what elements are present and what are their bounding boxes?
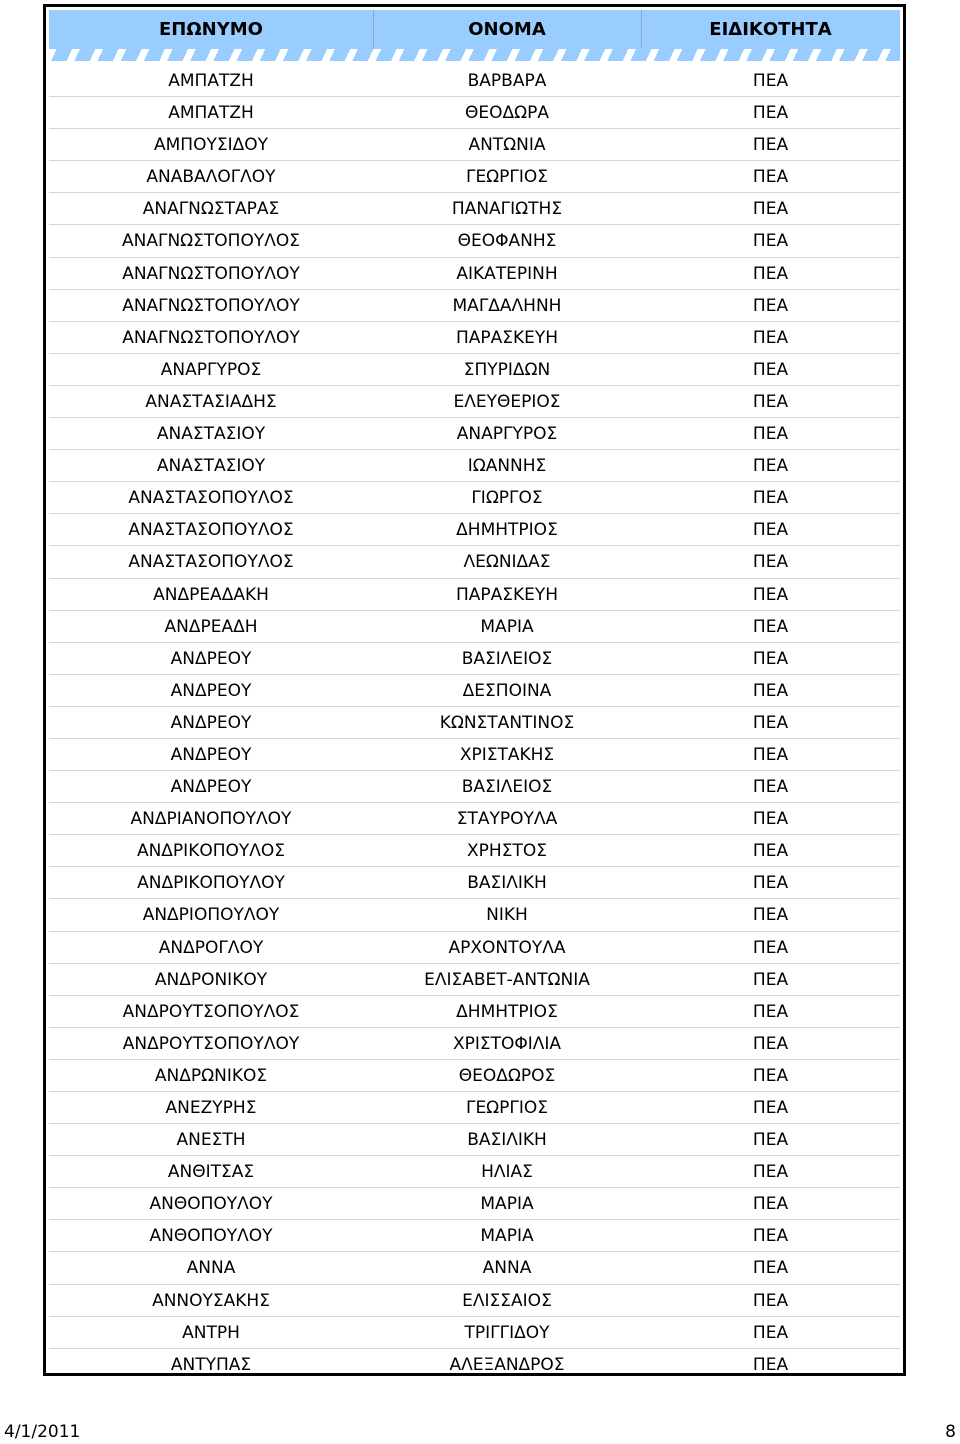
cell-name: ΜΑΡΙΑ <box>480 1226 534 1247</box>
cell-name: ΕΛΙΣΑΒΕΤ-ΑΝΤΩΝΙΑ <box>424 969 590 990</box>
table-row <box>49 129 900 161</box>
results-table <box>43 4 906 1376</box>
cell-specialty: ΠΕΑ <box>752 680 789 701</box>
cell-specialty: ΠΕΑ <box>752 327 789 348</box>
cell-surname: ΑΝΤΡΗ <box>182 1322 240 1343</box>
cell-specialty: ΠΕΑ <box>752 103 789 124</box>
cell-name: ΑΡΧΟΝΤΟΥΛΑ <box>448 937 566 958</box>
table-row <box>49 643 900 675</box>
cell-surname: ΑΝΔΡΙΚΟΠΟΥΛΟΣ <box>136 841 286 862</box>
cell-name: ΠΑΡΑΣΚΕΥΗ <box>455 327 559 348</box>
cell-surname: ΑΝΔΡΟΥΤΣΟΠΟΥΛΟΥ <box>122 1033 300 1054</box>
cell-surname: ΑΜΠΑΤΖΗ <box>168 71 254 91</box>
table-row <box>49 996 900 1028</box>
cell-name: ΒΑΣΙΛΙΚΗ <box>467 1130 547 1151</box>
cell-surname: ΑΝΘΟΠΟΥΛΟΥ <box>149 1226 273 1247</box>
table-row <box>49 771 900 803</box>
cell-name: ΓΙΩΡΓΟΣ <box>471 488 543 509</box>
cell-specialty: ΠΕΑ <box>752 424 789 445</box>
table-row <box>49 867 900 899</box>
cell-specialty: ΠΕΑ <box>752 809 789 830</box>
cell-name: ΠΑΝΑΓΙΩΤΗΣ <box>451 199 563 220</box>
cell-specialty: ΠΕΑ <box>752 552 789 573</box>
cell-specialty: ΠΕΑ <box>752 359 789 380</box>
cell-name: ΔΕΣΠΟΙΝΑ <box>462 680 552 701</box>
cell-name: ΜΑΓΔΑΛΗΝΗ <box>452 295 562 316</box>
cell-name: ΚΩΝΣΤΑΝΤΙΝΟΣ <box>439 712 575 733</box>
cell-specialty: ΠΕΑ <box>752 744 789 765</box>
cell-surname: ΑΝΔΡΟΝΙΚΟΥ <box>154 969 268 990</box>
table-row <box>49 803 900 835</box>
cell-name: ΧΡΙΣΤΟΦΙΛΙΑ <box>452 1033 562 1054</box>
cell-surname: ΑΝΑΒΑΛΟΓΛΟΥ <box>146 167 276 188</box>
cell-specialty: ΠΕΑ <box>752 873 789 894</box>
cell-specialty: ΠΕΑ <box>752 1001 789 1022</box>
column-header-specialty: ΕΙΔΙΚΟΤΗΤΑ <box>709 19 832 40</box>
column-header-name: ΟΝΟΜΑ <box>468 19 546 40</box>
cell-specialty: ΠΕΑ <box>752 841 789 862</box>
cell-specialty: ΠΕΑ <box>752 648 789 669</box>
table-row <box>49 546 900 578</box>
cell-surname: ΑΝΔΡΕΑΔΗ <box>164 616 258 637</box>
cell-surname: ΑΝΝΑ <box>186 1258 236 1279</box>
table-row <box>49 1317 900 1349</box>
cell-specialty: ΠΕΑ <box>752 1226 789 1247</box>
cell-name: ΧΡΙΣΤΑΚΗΣ <box>459 744 555 765</box>
cell-surname: ΑΝΕΖΥΡΗΣ <box>165 1098 257 1118</box>
cell-surname: ΑΝΔΡΟΓΛΟΥ <box>158 937 264 958</box>
cell-specialty: ΠΕΑ <box>752 584 789 605</box>
cell-surname: ΑΜΠΑΤΖΗ <box>168 103 254 124</box>
cell-name: ΣΤΑΥΡΟΥΛΑ <box>456 809 558 830</box>
cell-specialty: ΠΕΑ <box>752 520 789 541</box>
cell-surname: ΑΝΔΡΕΟΥ <box>170 744 252 765</box>
cell-specialty: ΠΕΑ <box>752 969 789 990</box>
cell-name: ΔΗΜΗΤΡΙΟΣ <box>456 1001 558 1022</box>
cell-name: ΝΙΚΗ <box>486 905 528 926</box>
table-row <box>49 611 900 643</box>
cell-name: ΒΑΡΒΑΡΑ <box>467 71 547 91</box>
cell-specialty: ΠΕΑ <box>752 1322 789 1343</box>
cell-specialty: ΠΕΑ <box>752 1033 789 1054</box>
table-row <box>49 386 900 418</box>
table-body <box>49 65 900 1381</box>
table-row <box>49 932 900 964</box>
cell-name: ΔΗΜΗΤΡΙΟΣ <box>456 520 558 541</box>
cell-name: ΒΑΣΙΛΕΙΟΣ <box>461 648 553 669</box>
footer-page-number: 8 <box>945 1422 956 1442</box>
cell-surname: ΑΝΘΟΠΟΥΛΟΥ <box>149 1194 273 1215</box>
cell-surname: ΑΝΑΣΤΑΣΙΑΔΗΣ <box>145 391 277 412</box>
cell-surname: ΑΝΘΙΤΣΑΣ <box>167 1162 255 1183</box>
cell-specialty: ΠΕΑ <box>752 1354 789 1375</box>
table-row <box>49 482 900 514</box>
cell-specialty: ΠΕΑ <box>752 1098 789 1118</box>
table-row <box>49 1349 900 1381</box>
cell-specialty: ΠΕΑ <box>752 1258 789 1279</box>
cell-specialty: ΠΕΑ <box>752 488 789 509</box>
cell-name: ΣΠΥΡΙΔΩΝ <box>463 359 551 380</box>
cell-surname: ΑΝΔΡΕΑΔΑΚΗ <box>153 584 269 605</box>
cell-surname: ΑΝΑΣΤΑΣΙΟΥ <box>156 424 266 445</box>
cell-specialty: ΠΕΑ <box>752 71 789 91</box>
table-row <box>49 1252 900 1284</box>
cell-specialty: ΠΕΑ <box>752 937 789 958</box>
table-row <box>49 899 900 931</box>
cell-specialty: ΠΕΑ <box>752 456 789 477</box>
cell-name: ΑΝΤΩΝΙΑ <box>468 135 546 156</box>
cell-surname: ΑΝΔΡΕΟΥ <box>170 648 252 669</box>
cell-surname: ΑΝΑΓΝΩΣΤΟΠΟΥΛΟΥ <box>122 327 300 348</box>
cell-name: ΕΛΙΣΣΑΙΟΣ <box>462 1290 552 1311</box>
cell-surname: ΑΝΤΥΠΑΣ <box>170 1354 252 1375</box>
cell-surname: ΑΝΑΣΤΑΣΟΠΟΥΛΟΣ <box>128 520 294 541</box>
table-row <box>49 1220 900 1252</box>
cell-surname: ΑΝΔΡΙΚΟΠΟΥΛΟΥ <box>137 873 285 894</box>
cell-specialty: ΠΕΑ <box>752 231 789 252</box>
cell-name: ΜΑΡΙΑ <box>480 616 534 637</box>
cell-specialty: ΠΕΑ <box>752 135 789 156</box>
cell-name: ΤΡΙΓΓΙΔΟΥ <box>464 1322 550 1343</box>
table-row <box>49 354 900 386</box>
cell-surname: ΑΝΑΡΓΥΡΟΣ <box>160 359 262 380</box>
table-row <box>49 1060 900 1092</box>
cell-specialty: ΠΕΑ <box>752 167 789 188</box>
cell-specialty: ΠΕΑ <box>752 391 789 412</box>
cell-specialty: ΠΕΑ <box>752 616 789 637</box>
cell-name: ΜΑΡΙΑ <box>480 1194 534 1215</box>
table-row <box>49 1028 900 1060</box>
footer-date: 4/1/2011 <box>4 1422 81 1442</box>
cell-surname: ΑΝΑΓΝΩΣΤΑΡΑΣ <box>142 199 280 220</box>
table-row <box>49 739 900 771</box>
cell-specialty: ΠΕΑ <box>752 1194 789 1215</box>
table-row <box>49 1124 900 1156</box>
cell-name: ΑΛΕΞΑΝΔΡΟΣ <box>449 1354 565 1375</box>
table-row <box>49 65 900 97</box>
cell-specialty: ΠΕΑ <box>752 1065 789 1086</box>
table-row <box>49 322 900 354</box>
cell-name: ΑΝΑΡΓΥΡΟΣ <box>456 424 558 445</box>
table-row <box>49 418 900 450</box>
cell-surname: ΑΝΑΣΤΑΣΟΠΟΥΛΟΣ <box>128 488 294 509</box>
table-row <box>49 1188 900 1220</box>
cell-specialty: ΠΕΑ <box>752 905 789 926</box>
cell-name: ΘΕΟΔΩΡΟΣ <box>458 1065 556 1086</box>
table-row <box>49 258 900 290</box>
cell-name: ΠΑΡΑΣΚΕΥΗ <box>455 584 559 605</box>
cell-surname: ΑΝΑΣΤΑΣΙΟΥ <box>156 456 266 477</box>
cell-name: ΘΕΟΔΩΡΑ <box>464 103 549 124</box>
table-row <box>49 193 900 225</box>
cell-surname: ΑΝΑΓΝΩΣΤΟΠΟΥΛΟΣ <box>122 231 300 252</box>
cell-name: ΒΑΣΙΛΙΚΗ <box>467 873 547 894</box>
cell-specialty: ΠΕΑ <box>752 1130 789 1151</box>
cell-surname: ΑΝΔΡΙΟΠΟΥΛΟΥ <box>142 905 280 926</box>
cell-specialty: ΠΕΑ <box>752 295 789 316</box>
cell-surname: ΑΝΕΣΤΗ <box>176 1130 246 1151</box>
cell-surname: ΑΝΔΡΕΟΥ <box>170 680 252 701</box>
cell-surname: ΑΝΑΣΤΑΣΟΠΟΥΛΟΣ <box>128 552 294 573</box>
cell-name: ΘΕΟΦΑΝΗΣ <box>457 231 557 252</box>
cell-surname: ΑΝΔΡΟΥΤΣΟΠΟΥΛΟΣ <box>122 1001 300 1022</box>
cell-name: ΑΙΚΑΤΕΡΙΝΗ <box>456 263 558 284</box>
table-row <box>49 514 900 546</box>
cell-surname: ΑΝΝΟΥΣΑΚΗΣ <box>152 1290 270 1311</box>
cell-name: ΓΕΩΡΓΙΟΣ <box>465 167 549 188</box>
cell-name: ΓΕΩΡΓΙΟΣ <box>465 1098 549 1118</box>
table-row <box>49 290 900 322</box>
cell-surname: ΑΝΔΡΕΟΥ <box>170 777 252 798</box>
column-header-surname: ΕΠΩΝΥΜΟ <box>159 19 263 40</box>
cell-surname: ΑΝΑΓΝΩΣΤΟΠΟΥΛΟΥ <box>122 295 300 316</box>
table-row <box>49 835 900 867</box>
table-header-row <box>49 10 900 61</box>
cell-name: ΛΕΩΝΙΔΑΣ <box>463 552 551 573</box>
cell-name: ΗΛΙΑΣ <box>481 1162 533 1183</box>
table-row <box>49 579 900 611</box>
cell-surname: ΑΝΔΡΙΑΝΟΠΟΥΛΟΥ <box>130 809 292 830</box>
table-row <box>49 707 900 739</box>
cell-specialty: ΠΕΑ <box>752 1162 789 1183</box>
table-row <box>49 97 900 129</box>
cell-specialty: ΠΕΑ <box>752 777 789 798</box>
table-row <box>49 450 900 482</box>
table-row <box>49 675 900 707</box>
cell-surname: ΑΝΑΓΝΩΣΤΟΠΟΥΛΟΥ <box>122 263 300 284</box>
table-row <box>49 1092 900 1124</box>
table-row <box>49 1285 900 1317</box>
cell-surname: ΑΜΠΟΥΣΙΔΟΥ <box>154 135 268 156</box>
cell-name: ΑΝΝΑ <box>482 1258 532 1279</box>
table-row <box>49 161 900 193</box>
cell-name: ΕΛΕΥΘΕΡΙΟΣ <box>453 391 561 412</box>
cell-name: ΒΑΣΙΛΕΙΟΣ <box>461 777 553 798</box>
table-row <box>49 964 900 996</box>
table-row <box>49 1156 900 1188</box>
cell-name: ΧΡΗΣΤΟΣ <box>467 841 547 862</box>
cell-specialty: ΠΕΑ <box>752 712 789 733</box>
cell-surname: ΑΝΔΡΩΝΙΚΟΣ <box>154 1065 268 1086</box>
cell-surname: ΑΝΔΡΕΟΥ <box>170 712 252 733</box>
cell-name: ΙΩΑΝΝΗΣ <box>467 456 547 477</box>
table-row <box>49 225 900 257</box>
cell-specialty: ΠΕΑ <box>752 1290 789 1311</box>
cell-specialty: ΠΕΑ <box>752 263 789 284</box>
cell-specialty: ΠΕΑ <box>752 199 789 220</box>
